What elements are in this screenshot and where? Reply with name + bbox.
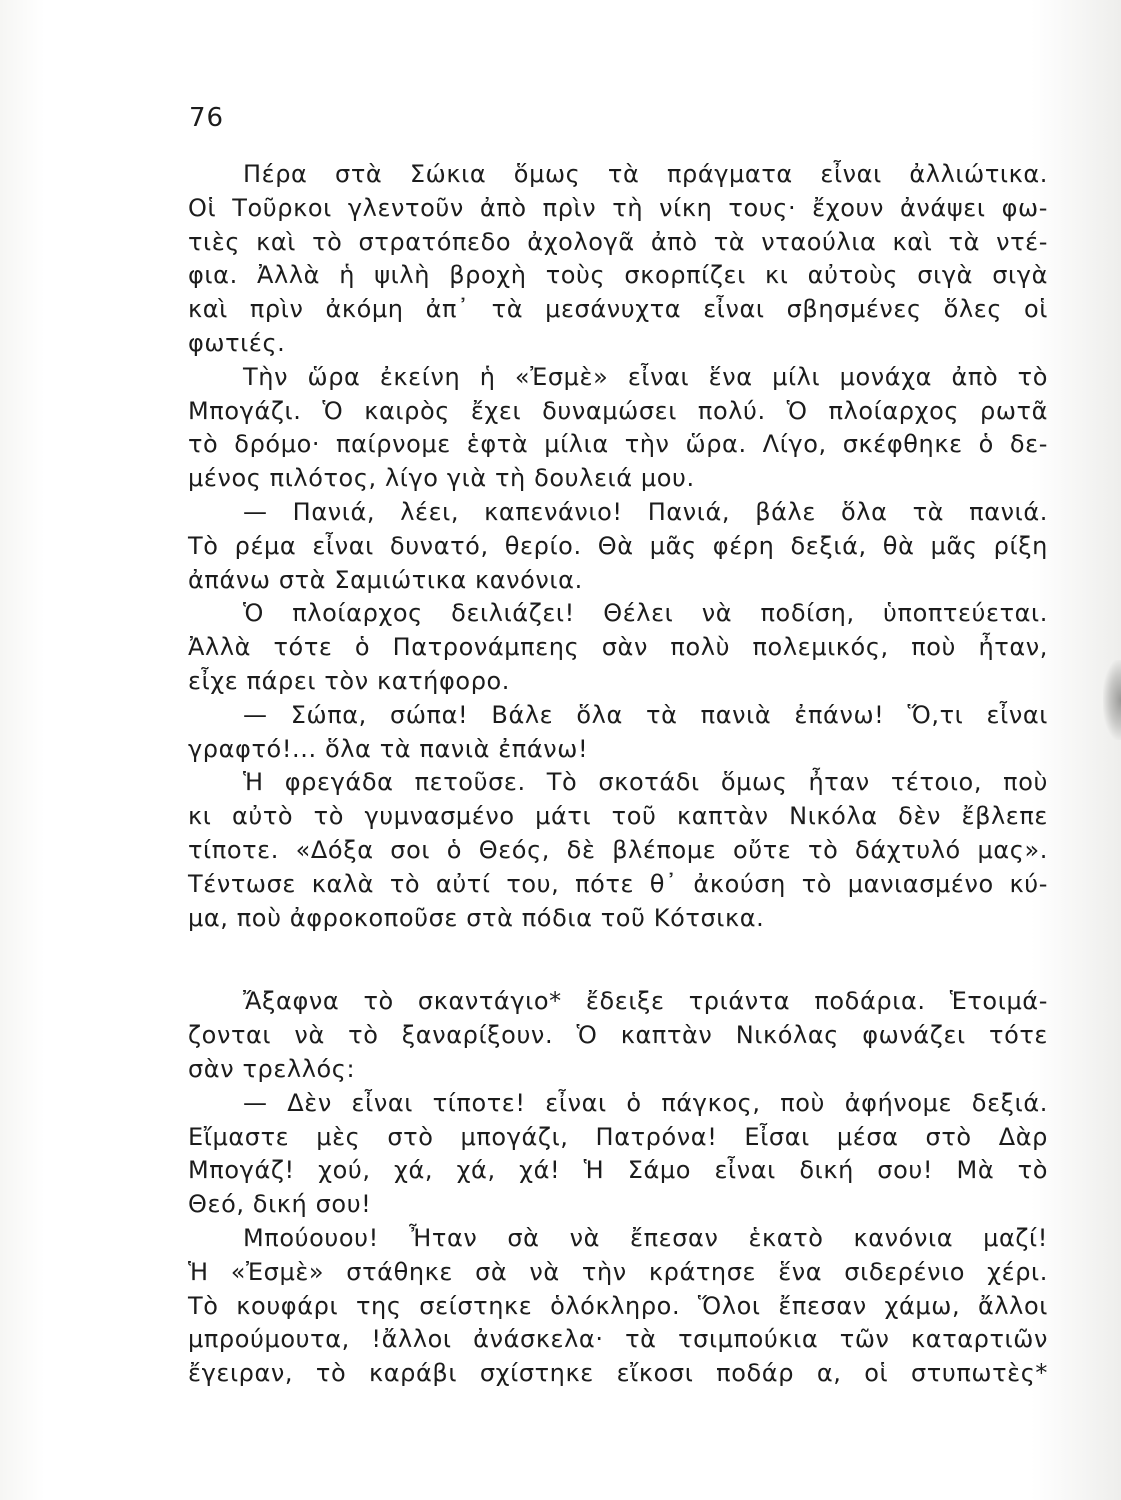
text-line: — Δὲν εἶναι τίποτε! εἶναι ὁ πάγκος, ποὺ ἀφήνομε δεξιά. bbox=[243, 1088, 1048, 1117]
text-line: — Σώπα, σώπα! Βάλε ὅλα τὰ πανιὰ ἐπάνω! Ὅ,τι εἶναι bbox=[243, 700, 1048, 729]
text-line: τίποτε. «Δόξα σοι ὁ Θεός, δὲ βλέπομε οὔτε τὸ δάχτυλό μας». bbox=[188, 835, 1048, 864]
body-text bbox=[188, 158, 1048, 1391]
text-line: σὰν τρελλός: bbox=[188, 1054, 356, 1083]
text-line: Θεό, δική σου! bbox=[188, 1190, 372, 1219]
section-break bbox=[188, 935, 1048, 985]
text-line: Εἴμαστε μὲς στὸ μπογάζι, Πατρόνα! Εἶσαι μέσα στὸ Δὰρ bbox=[188, 1122, 1048, 1151]
text-line: Τὸ ρέμα εἶναι δυνατό, θερίο. Θὰ μᾶς φέρη δεξιά, θὰ μᾶς ρίξη bbox=[188, 531, 1048, 560]
page-number: 76 bbox=[189, 103, 225, 133]
text-line: Μπογάζι. Ὁ καιρὸς ἔχει δυναμώσει πολύ. Ὁ πλοίαρχος ρωτᾶ bbox=[188, 396, 1048, 425]
scan-edge-mark bbox=[1103, 660, 1121, 740]
text-line: κι αὐτὸ τὸ γυμνασμένο μάτι τοῦ καπτὰν Νικόλα δὲν ἔβλεπε bbox=[188, 802, 1048, 831]
text-line: φια. Ἀλλὰ ἡ ψιλὴ βροχὴ τοὺς σκορπίζει κι αὐτοὺς σιγὰ σιγὰ bbox=[188, 261, 1048, 290]
text-line: εἶχε πάρει τὸν κατήφορο. bbox=[188, 666, 511, 695]
text-line: Τὴν ὥρα ἐκείνη ἡ «Ἐσμὲ» εἶναι ἕνα μίλι μονάχα ἀπὸ τὸ bbox=[243, 362, 1048, 391]
text-line: Τέντωσε καλὰ τὸ αὐτί του, πότε θ᾿ ἀκούση τὸ μανιασμένο κύ- bbox=[188, 869, 1048, 898]
text-line: γραφτό!... ὅλα τὰ πανιὰ ἐπάνω! bbox=[188, 734, 589, 763]
text-line: Τὸ κουφάρι της σείστηκε ὁλόκληρο. Ὅλοι ἔπεσαν χάμω, ἄλλοι bbox=[188, 1291, 1048, 1320]
text-line: καὶ πρὶν ἀκόμη ἀπ᾿ τὰ μεσάνυχτα εἶναι σβησμένες ὅλες οἱ bbox=[188, 295, 1048, 324]
text-line: Ἀλλὰ τότε ὁ Πατρονάμπεης σὰν πολὺ πολεμικός, ποὺ ἦταν, bbox=[188, 633, 1048, 662]
text-line: Ἡ «Ἐσμὲ» στάθηκε σὰ νὰ τὴν κράτησε ἕνα σιδερένιο χέρι. bbox=[188, 1257, 1048, 1286]
text-line: — Πανιά, λέει, καπενάνιο! Πανιά, βάλε ὅλα τὰ πανιά. bbox=[243, 497, 1048, 526]
text-line: Ἡ φρεγάδα πετοῦσε. Τὸ σκοτάδι ὅμως ἦταν τέτοιο, ποὺ bbox=[243, 768, 1048, 797]
text-line: τὸ δρόμο· παίρνομε ἑφτὰ μίλια τὴν ὥρα. Λίγο, σκέφθηκε ὁ δε- bbox=[188, 430, 1048, 459]
text-line: ἔγειραν, τὸ καράβι σχίστηκε εἴκοσι ποδάρ α, οἱ στυπωτὲς* bbox=[188, 1359, 1048, 1388]
text-line: Οἱ Τοῦρκοι γλεντοῦν ἀπὸ πρὶν τὴ νίκη τους· ἔχουν ἀνάψει φω- bbox=[188, 193, 1048, 222]
text-line: Μπογάζ! χού, χά, χά, χά! Ἡ Σάμο εἶναι δική σου! Μὰ τὸ bbox=[188, 1156, 1048, 1185]
text-line: φωτιές. bbox=[188, 328, 286, 357]
text-line: ἀπάνω στὰ Σαμιώτικα κανόνια. bbox=[188, 565, 583, 594]
text-line: μα, ποὺ ἀφροκοποῦσε στὰ πόδια τοῦ Κότσικα. bbox=[188, 903, 765, 932]
text-line: τιὲς καὶ τὸ στρατόπεδο ἀχολογᾶ ἀπὸ τὰ νταούλια καὶ τὰ ντέ- bbox=[188, 227, 1048, 256]
text-line: Ἄξαφνα τὸ σκαντάγιο* ἔδειξε τριάντα ποδάρια. Ἑτοιμά- bbox=[243, 987, 1048, 1016]
text-line: Ὁ πλοίαρχος δειλιάζει! Θέλει νὰ ποδίση, ὑποπτεύεται. bbox=[243, 599, 1048, 628]
text-line: Μπούουου! Ἦταν σὰ νὰ ἔπεσαν ἑκατὸ κανόνια μαζί! bbox=[243, 1223, 1048, 1252]
text-line: μένος πιλότος, λίγο γιὰ τὴ δουλειά μου. bbox=[188, 464, 695, 493]
text-line: ζονται νὰ τὸ ξαναρίξουν. Ὁ καπτὰν Νικόλας φωνάζει τότε bbox=[188, 1021, 1048, 1050]
text-line: μπρούμουτα, !ἄλλοι ἀνάσκελα· τὰ τσιμπούκια τῶν καταρτιῶν bbox=[188, 1325, 1048, 1354]
text-line: Πέρα στὰ Σώκια ὅμως τὰ πράγματα εἶναι ἀλλιώτικα. bbox=[243, 160, 1048, 188]
